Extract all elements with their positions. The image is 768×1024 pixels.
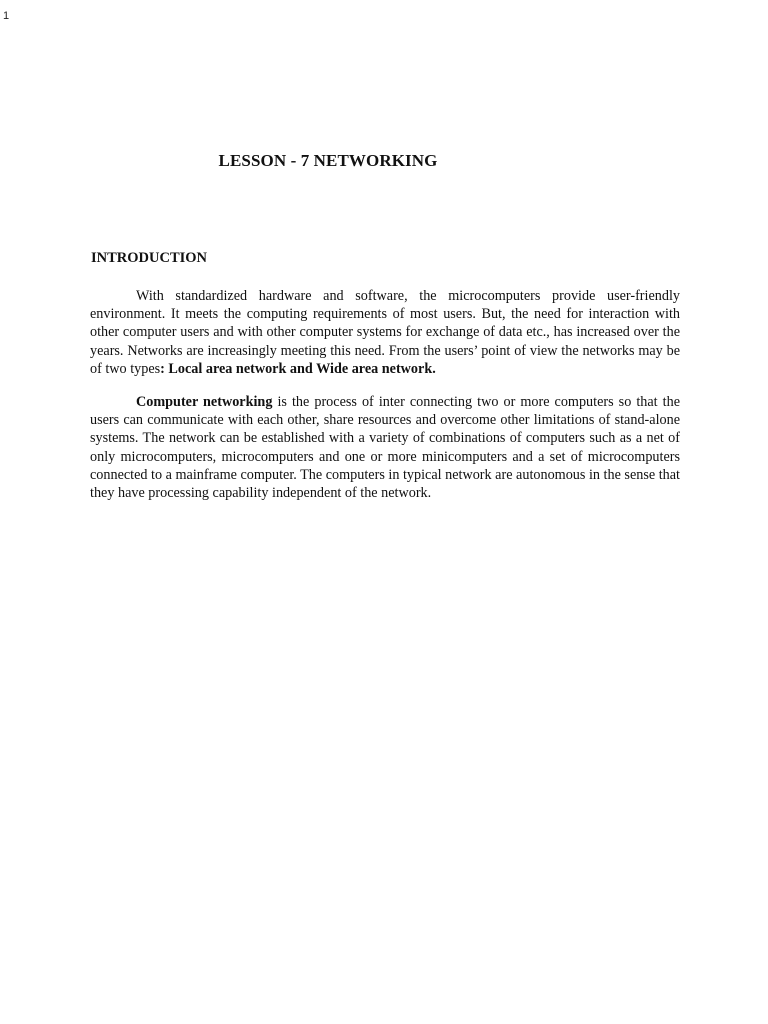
networking-definition-paragraph — [90, 393, 680, 502]
intro-paragraph-text: With standardized hardware and software, the microcomputers provide user-friendly environment. It meets the computing requirements of most users. But, the need for interaction with other computer users and with other computer systems for exchange of data etc., has increased over the years. Networks are increasingly meeting this need. From the users’ point of view the networks may be of two types — [90, 288, 680, 377]
network-types-emphasis: : Local area network and Wide area network. — [160, 360, 436, 377]
page-number: 1 — [3, 10, 10, 22]
computer-networking-term: Computer networking — [136, 394, 273, 410]
intro-paragraph — [90, 287, 680, 378]
definition-text: is the process of inter connecting two or more computers so that the users can communicate with each other, share resources and overcome other limitations of stand-alone systems. The network can be established with a variety of combinations of computers such as a net of only microcomputers, microcomputers and one or more minicomputers and a set of microcomputers connected to a mainframe computer. The computers in typical network are autonomous in the sense that they have processing capability independent of the network. — [90, 394, 680, 502]
section-heading: INTRODUCTION — [91, 250, 208, 266]
lesson-title: LESSON - 7 NETWORKING — [218, 151, 438, 170]
